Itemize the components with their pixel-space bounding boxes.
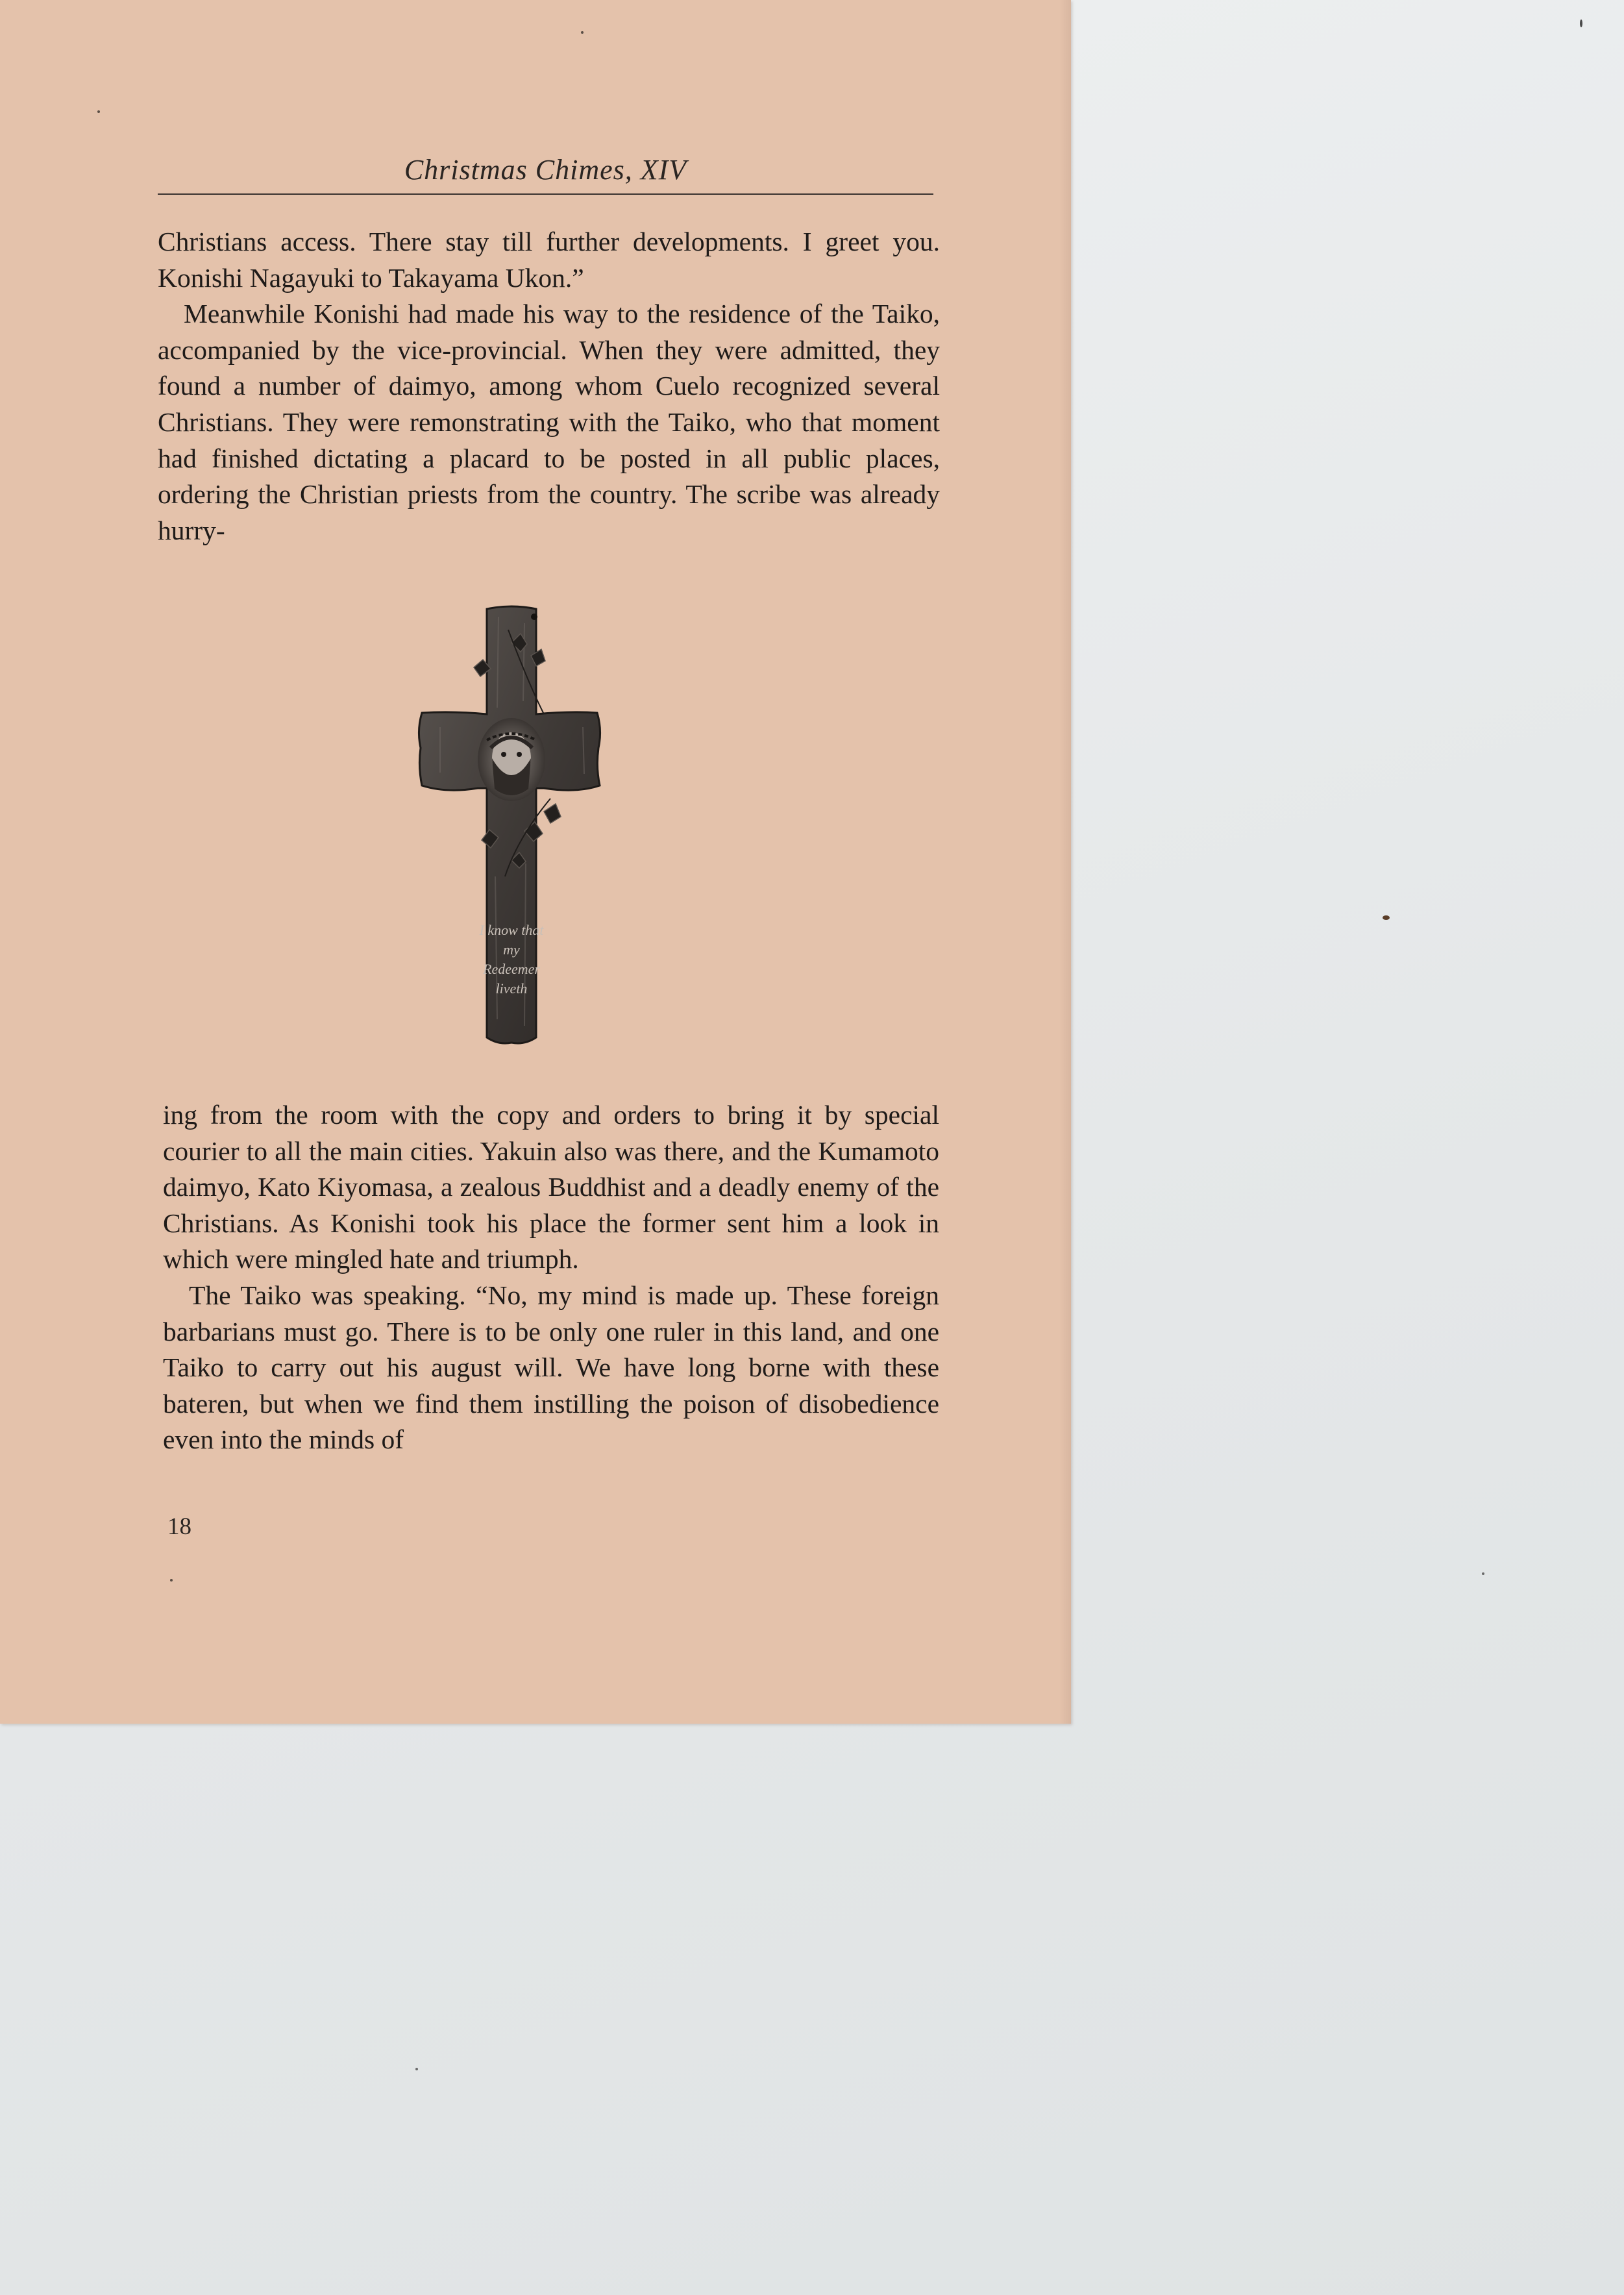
paragraph: The Taiko was speaking. “No, my mind is made up. These foreign barbarians must go. There is to be only one ruler in this land, and one Taiko to carry out his august will. We have long borne with these bateren, but when we find them instilling the poison of disobedience even into the minds of <box>163 1280 939 1455</box>
book-page <box>0 0 1071 1724</box>
inscription-line-4: liveth <box>495 980 528 997</box>
page-number: 18 <box>167 1513 191 1540</box>
scan-speck <box>1580 19 1582 27</box>
scan-speck <box>1482 1572 1484 1575</box>
paragraph-continued: ing from the room with the copy and orders to bring it by special courier to all the main cities. Yakuin also was there, and the Kumamoto daimyo, Kato Kiyomasa, a zealous Buddhist and a deadly enemy of the Christians. As Konishi took his place the former sent him a look in which were mingled hate and triumph. <box>163 1100 939 1274</box>
scan-speck <box>170 1579 173 1582</box>
inscription-line-2: my <box>503 941 520 958</box>
paragraph-continued: Christians access. There stay till further developments. I greet you. Konishi Nagayuki to Takayama Ukon.” <box>158 227 940 293</box>
cross-illustration <box>414 604 677 1052</box>
scan-speck <box>581 31 584 34</box>
scan-speck <box>97 110 100 113</box>
inscription-line-1: I know that <box>479 922 544 938</box>
header-rule <box>158 193 933 195</box>
text-block-bottom <box>163 1097 939 1458</box>
scan-speck <box>1383 915 1390 920</box>
scan-speck <box>415 2068 418 2070</box>
cross-image <box>414 604 677 1052</box>
paragraph: Meanwhile Konishi had made his way to the residence of the Taiko, accompanied by the vice-provincial. When they were admitted, they found a number of daimyo, among whom Cuelo recognized several Christians. They were remonstrating with the Taiko, who that moment had finished dictating a placard to be posted in all public places, ordering the Christian priests from the country. The scribe was already hurry- <box>158 299 940 545</box>
running-head: Christmas Chimes, XIV <box>404 154 687 186</box>
cross-shape <box>419 606 600 1043</box>
inscription-line-3: Redeemer <box>483 961 540 977</box>
text-block-top <box>158 224 940 549</box>
